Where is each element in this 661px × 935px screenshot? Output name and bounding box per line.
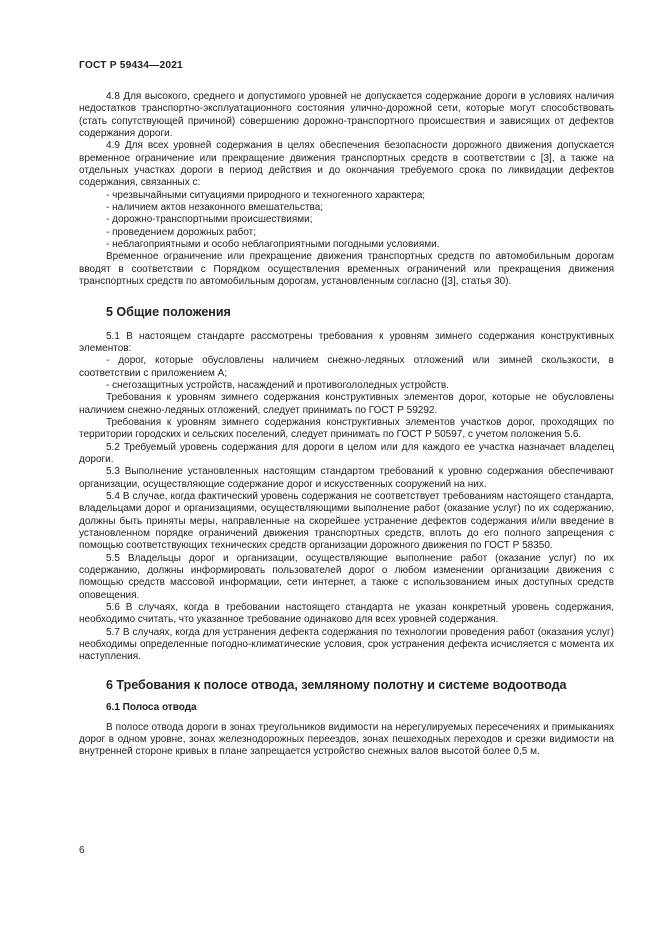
list-item: - дорог, которые обусловлены наличием снежно-ледяных отложений или зимней скользкости, в соответствии с приложением А;	[79, 355, 614, 379]
paragraph-5-7: 5.7 В случаях, когда для устранения дефекта содержания по технологии проведения работ (оказания услуг) необходимы определенные погодно-климатические условия, срок устранения дефекта исчисляется с момента их наступления.	[79, 626, 614, 663]
list-item: - проведением дорожных работ;	[106, 226, 257, 238]
list-item: - неблагоприятными и особо неблагоприятными погодными условиями.	[106, 239, 440, 251]
section-6-title: 6 Требования к полосе отвода, земляному полотну и системе водоотвода	[106, 677, 567, 692]
list-item: - чрезвычайными ситуациями природного и техногенного характера;	[106, 189, 426, 201]
page-number: 6	[79, 845, 85, 856]
list-item: - наличием актов незаконного вмешательства;	[106, 202, 324, 214]
paragraph-4-9-note: Временное ограничение или прекращение движения транспортных средств по автомобильным дорогам вводят в соответствии с Порядком осуществления временных ограничений или прекращения движения транспортных средств по автомобильным дорогам, установленным согласно ([3], статья 30).	[79, 251, 614, 288]
paragraph-5-1: 5.1 В настоящем стандарте рассмотрены требования к уровням зимнего содержания конструктивных элементов:	[79, 330, 614, 354]
paragraph-4-8: 4.8 Для высокого, среднего и допустимого уровней не допускается содержание дороги в условиях наличия недостатков транспортно-эксплуатационного состояния улично-дорожной сети, которые могут способствовать (стать сопутствующей причиной) совершению дорожно-транспортного происшествия и зависящих от дефектов содержания дороги.	[79, 91, 614, 140]
subsection-6-1-title: 6.1 Полоса отвода	[106, 701, 197, 713]
page-content	[79, 91, 614, 759]
list-item: - дорожно-транспортными происшествиями;	[106, 214, 313, 226]
paragraph-5-1-c: Требования к уровням зимнего содержания конструктивных элементов участков дорог, проходящих по территории городских и сельских поселений, следует принимать по ГОСТ Р 50597, с учетом положения 5.6.	[79, 416, 614, 441]
paragraph-5-1-b: Требования к уровням зимнего содержания конструктивных элементов дорог, которые не обусловлены наличием снежно-ледяных отложений, следует принимать по ГОСТ Р 59292.	[79, 392, 614, 416]
paragraph-5-6: 5.6 В случаях, когда в требовании настоящего стандарта не указан конкретный уровень содержания, необходимо считать, что указанное требование одинаково для всех уровней содержания.	[79, 602, 614, 626]
paragraph-4-9: 4.9 Для всех уровней содержания в целях обеспечения безопасности дорожного движения допускается временное ограничение или прекращение движения транспортных средств в соответствии с [3], а также на отдельных участках дороги в период действия и до окончания требуемого срока по ликвидации дефектов содержания, связанных с:	[79, 140, 614, 189]
paragraph-5-2: 5.2 Требуемый уровень содержания для дороги в целом или для каждого ее участка назначает владелец дороги.	[79, 441, 614, 465]
paragraph-5-5: 5.5 Владельцы дорог и организации, осуществляющие выполнение работ (оказание услуг) по их содержанию, должны информировать пользователей дорог о любом изменении организации движения с помощью средств массовой информации, сети интернет, а также с использованием иных доступных средств оповещения.	[79, 552, 614, 601]
section-5-title: 5 Общие положения	[106, 304, 231, 319]
paragraph-5-3: 5.3 Выполнение установленных настоящим стандартом требований к уровню содержания обеспечивают организации, осуществляющие содержание дорог и искусственных сооружений на них.	[79, 466, 614, 490]
paragraph-5-4: 5.4 В случае, когда фактический уровень содержания не соответствует требованиям настоящего стандарта, владельцами дорог и организациями, осуществляющими выполнение работ (оказание услуг) по их содержанию, должны быть приняты меры, направленные на скорейшее устранение дефектов содержания и/или введение в установленном порядке ограничений движения транспортных средств, вплоть до его полного запрещения с помощью соответствующих технических средств организации дорожного движения по ГОСТ Р 58350.	[79, 490, 614, 552]
document-header: ГОСТ Р 59434—2021	[79, 60, 183, 71]
list-item: - снегозащитных устройств, насаждений и противогололедных устройств.	[106, 379, 449, 391]
paragraph-6-1: В полосе отвода дороги в зонах треугольников видимости на нерегулируемых пересечениях и примыканиях дорог в одном уровне, зонах железнодорожных переездов, зонах пешеходных переходов и срезки видимости на внутренней стороне кривых в плане запрещается устройство снежных валов высотой более 0,5 м.	[79, 721, 614, 758]
